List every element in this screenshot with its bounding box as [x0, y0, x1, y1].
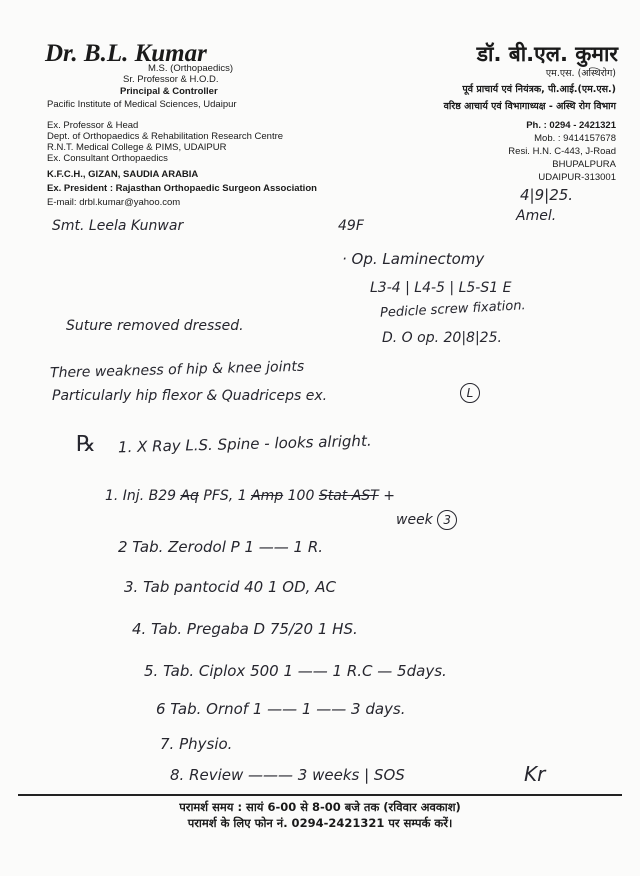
institute-en: Pacific Institute of Medical Sciences, Udaipur — [47, 99, 237, 110]
op-line-1: · Op. Laminectomy — [342, 250, 485, 268]
qualification-hi: एम.एस. (अस्थिरोग) — [545, 68, 616, 79]
footer-consult-time: परामर्श समय : सायं 6-00 से 8-00 बजे तक (रविवार अवकाश) — [179, 800, 461, 814]
patient-name: Smt. Leela Kunwar — [52, 218, 184, 234]
residence: Resi. H.N. C-443, J-Road — [508, 146, 616, 157]
ex-line-4: Ex. Consultant Orthopaedics — [47, 153, 168, 164]
ex-line-3: R.N.T. Medical College & PIMS, UDAIPUR — [47, 142, 227, 153]
qualification-en: M.S. (Orthopaedics) — [148, 63, 233, 74]
footer-divider — [18, 794, 622, 796]
designation-hi: वरिष्ठ आचार्य एवं विभागाध्यक्ष - अस्थि रोग विभाग — [443, 101, 616, 112]
rx-item-1-duration: week 3 — [396, 510, 457, 530]
doctor-signature: Kr — [524, 762, 546, 786]
footer-consult-phone: परामर्श के लिए फोन नं. 0294-2421321 पर सम्पर्क करें। — [187, 816, 453, 830]
designation-en: Sr. Professor & H.O.D. — [123, 74, 219, 85]
phone: Ph. : 0294 - 2421321 — [526, 120, 616, 131]
rx-item-3: 3. Tab pantocid 40 1 OD, AC — [124, 578, 336, 596]
handwritten-date: 4|9|25. — [520, 186, 574, 204]
rx-item-6: 6 Tab. Ornof 1 —— 1 —— 3 days. — [156, 700, 406, 718]
handwritten-place: Amel. — [516, 208, 557, 224]
city: UDAIPUR-313001 — [538, 172, 616, 183]
op-date: D. O op. 20|8|25. — [382, 330, 502, 346]
area: BHUPALPURA — [552, 159, 616, 170]
ex-line-6: Ex. President : Rajasthan Orthopaedic Surgeon Association — [47, 183, 317, 194]
rx-item-5: 5. Tab. Ciplox 500 1 —— 1 R.C — 5days. — [144, 662, 447, 680]
rx-item-8: 8. Review ——— 3 weeks | SOS — [170, 766, 405, 784]
op-line-3: Pedicle screw fixation. — [379, 298, 527, 321]
op-line-2: L3-4 | L4-5 | L5-S1 E — [370, 280, 512, 296]
suture-note: Suture removed dressed. — [66, 318, 244, 334]
rx-symbol: ℞ — [76, 432, 96, 457]
ex-line-2: Dept. of Orthopaedics & Rehabilitation Research Centre — [47, 131, 284, 142]
email: E-mail: drbl.kumar@yahoo.com — [47, 197, 181, 208]
doctor-name-en: Dr. B.L. Kumar — [45, 40, 207, 67]
mobile: Mob. : 9414157678 — [534, 133, 616, 144]
ex-line-5: K.F.C.H., GIZAN, SAUDIA ARABIA — [47, 169, 199, 180]
ex-line-1: Ex. Professor & Head — [47, 120, 139, 131]
patient-age-sex: 49F — [338, 218, 364, 234]
rx-item-2: 2 Tab. Zerodol P 1 —— 1 R. — [118, 538, 324, 556]
role-en: Principal & Controller — [120, 86, 218, 97]
complaint-mark: L — [460, 383, 480, 403]
role-hi: पूर्व प्राचार्य एवं नियंत्रक, पी.आई.(एम.एस.) — [462, 84, 616, 95]
rx-item-4: 4. Tab. Pregaba D 75/20 1 HS. — [132, 620, 358, 638]
complaint-line-1: There weakness of hip & knee joints — [49, 358, 305, 382]
rx-item-7: 7. Physio. — [160, 735, 233, 753]
rx-item-xray: 1. X Ray L.S. Spine - looks alright. — [117, 431, 372, 457]
complaint-line-2: Particularly hip flexor & Quadriceps ex. — [52, 388, 328, 404]
rx-item-1: 1. Inj. B29 Aq PFS, 1 Amp 100 Stat AST + — [105, 488, 395, 504]
doctor-name-hi: डॉ. बी.एल. कुमार — [476, 42, 618, 66]
